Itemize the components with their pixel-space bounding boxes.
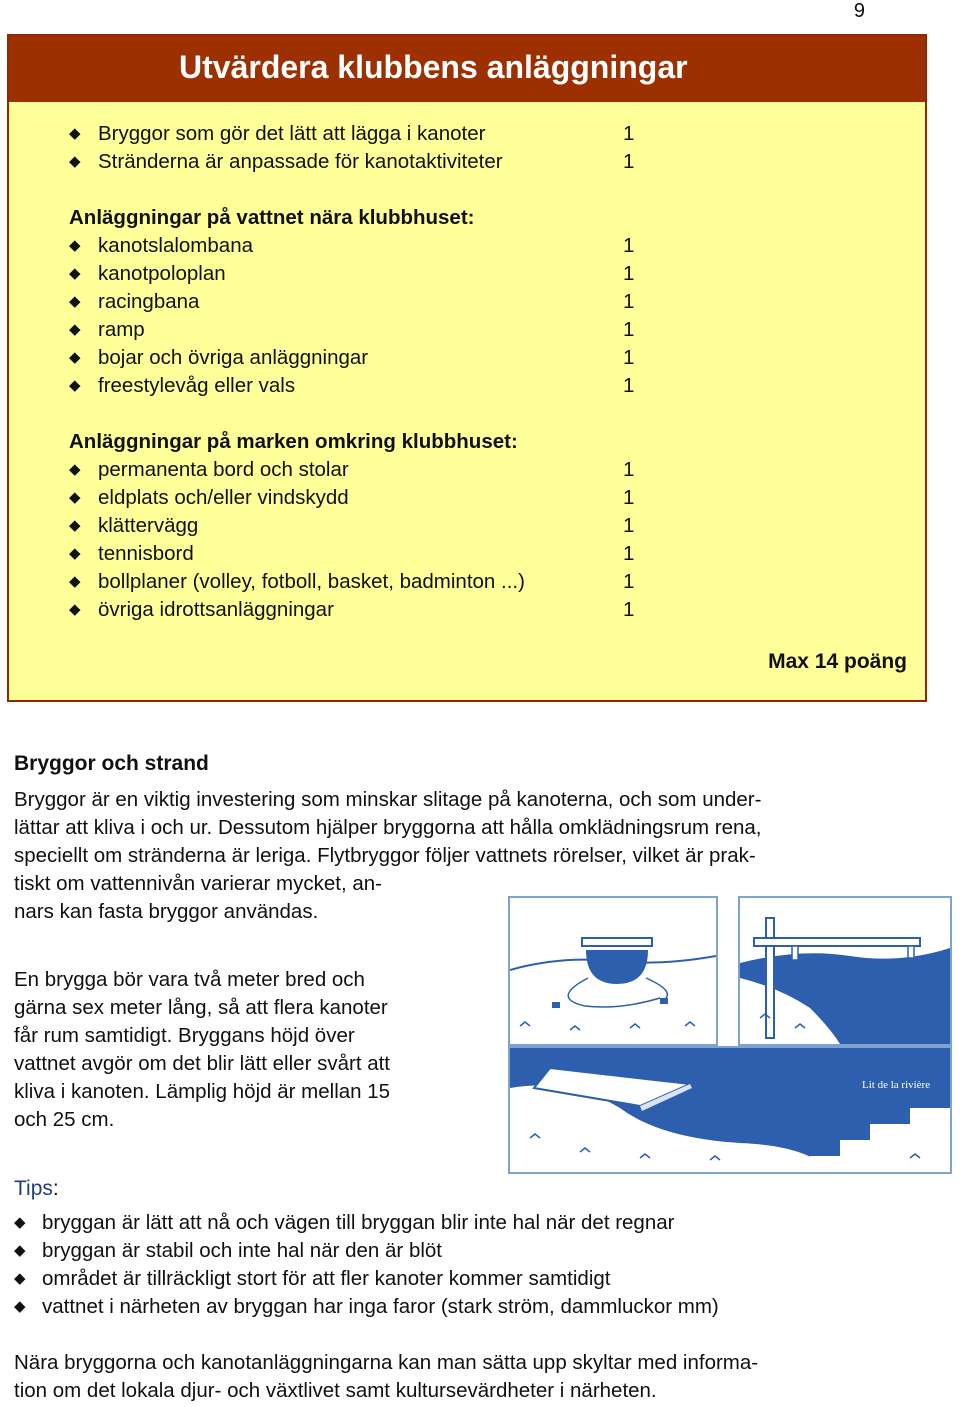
- item-points: 1: [623, 262, 635, 285]
- tip-label: bryggan är stabil och inte hal när den är blöt: [42, 1239, 443, 1262]
- floating-dock-drawing: [510, 898, 716, 1044]
- list-item: [69, 288, 649, 316]
- group-heading-land: Anläggningar på marken omkring klubbhuset:: [69, 430, 518, 453]
- diamond-bullet-icon: ◆: [14, 1270, 26, 1287]
- text-line: nars kan fasta bryggor användas.: [14, 900, 319, 923]
- diamond-bullet-icon: ◆: [69, 377, 81, 394]
- group-heading-water: Anläggningar på vattnet nära klubbhuset:: [69, 206, 475, 229]
- fixed-pier-illustration: [738, 896, 952, 1046]
- diamond-bullet-icon: ◆: [69, 489, 81, 506]
- diamond-bullet-icon: ◆: [69, 349, 81, 366]
- evaluation-box: [7, 34, 927, 702]
- box-header: [9, 36, 925, 102]
- item-points: 1: [623, 374, 635, 397]
- list-item: [69, 596, 649, 624]
- tip-label: området är tillräckligt stort för att fler kanoter kommer samtidigt: [42, 1267, 611, 1290]
- item-label: racingbana: [98, 290, 200, 313]
- list-item: [69, 484, 649, 512]
- list-item: [69, 456, 649, 484]
- item-label: övriga idrottsanläggningar: [98, 598, 334, 621]
- diamond-bullet-icon: ◆: [14, 1214, 26, 1231]
- diamond-bullet-icon: ◆: [69, 601, 81, 618]
- list-item: [69, 512, 649, 540]
- list-item: [69, 372, 649, 400]
- item-points: 1: [623, 598, 635, 621]
- list-item: [69, 260, 649, 288]
- list-item: [69, 540, 649, 568]
- list-item: [69, 568, 649, 596]
- text-line: gärna sex meter lång, så att flera kanoter: [14, 996, 388, 1019]
- text-line: tiskt om vattennivån varierar mycket, an-: [14, 872, 382, 895]
- item-label: Stränderna är anpassade för kanotaktiviteter: [98, 150, 503, 173]
- text-line: kliva i kanoten. Lämplig höjd är mellan 15: [14, 1080, 391, 1103]
- diamond-bullet-icon: ◆: [69, 237, 81, 254]
- paragraph-closing: [14, 1349, 758, 1405]
- ramp-illustration: [508, 1046, 952, 1174]
- box-title: Utvärdera klubbens anläggningar: [179, 49, 688, 85]
- diamond-bullet-icon: ◆: [69, 293, 81, 310]
- item-label: permanenta bord och stolar: [98, 458, 349, 481]
- diamond-bullet-icon: ◆: [69, 265, 81, 282]
- tip-label: bryggan är lätt att nå och vägen till bryggan blir inte hal när det regnar: [42, 1211, 675, 1234]
- item-label: bojar och övriga anläggningar: [98, 346, 369, 369]
- fixed-pier-drawing: [740, 898, 950, 1044]
- item-points: 1: [623, 318, 635, 341]
- text-line: lättar att kliva i och ur. Dessutom hjälper bryggorna att hålla omklädningsrum rena,: [14, 816, 762, 839]
- text-line: får rum samtidigt. Bryggans höjd över: [14, 1024, 355, 1047]
- item-label: ramp: [98, 318, 145, 341]
- item-label: bollplaner (volley, fotboll, basket, badminton ...): [98, 570, 525, 593]
- item-label: eldplats och/eller vindskydd: [98, 486, 349, 509]
- diamond-bullet-icon: ◆: [69, 461, 81, 478]
- tips-label: [14, 1177, 59, 1201]
- text-line: Bryggor är en viktig investering som minskar slitage på kanoterna, och som under-: [14, 788, 762, 811]
- list-item: [69, 120, 649, 148]
- diamond-bullet-icon: ◆: [69, 321, 81, 338]
- item-label: kanotslalombana: [98, 234, 253, 257]
- diamond-bullet-icon: ◆: [14, 1298, 26, 1315]
- text-line: och 25 cm.: [14, 1108, 115, 1131]
- item-points: 1: [623, 150, 635, 173]
- paragraph-dimensions: [14, 966, 390, 1134]
- item-points: 1: [623, 290, 635, 313]
- text-line: speciellt om stränderna är leriga. Flytbryggor följer vattnets rörelser, vilket är prak-: [14, 844, 756, 867]
- diamond-bullet-icon: ◆: [69, 153, 81, 170]
- list-item: [69, 344, 649, 372]
- list-item: [69, 148, 649, 176]
- text-line: vattnet avgör om det blir lätt eller svårt att: [14, 1052, 390, 1075]
- item-label: tennisbord: [98, 542, 194, 565]
- diamond-bullet-icon: ◆: [69, 545, 81, 562]
- text-line: En brygga bör vara två meter bred och: [14, 968, 365, 991]
- item-points: 1: [623, 570, 635, 593]
- text-line: tion om det lokala djur- och växtlivet samt kultursevärdheter i närheten.: [14, 1379, 657, 1402]
- item-points: 1: [623, 458, 635, 481]
- list-item: [69, 232, 649, 260]
- page-number: 9: [853, 0, 865, 22]
- illustration-caption: Lit de la rivière: [862, 1079, 931, 1091]
- max-points: Max 14 poäng: [768, 650, 907, 673]
- item-label: klättervägg: [98, 514, 199, 537]
- item-points: 1: [623, 122, 635, 145]
- text-line: Nära bryggorna och kanotanläggningarna kan man sätta upp skyltar med informa-: [14, 1351, 759, 1374]
- item-points: 1: [623, 346, 635, 369]
- list-item: [69, 316, 649, 344]
- item-points: 1: [623, 514, 635, 537]
- ramp-drawing: [510, 1048, 950, 1172]
- item-points: 1: [623, 542, 635, 565]
- item-points: 1: [623, 486, 635, 509]
- item-label: freestylevåg eller vals: [98, 374, 296, 397]
- item-points: 1: [623, 234, 635, 257]
- tips-colon: :: [52, 1177, 59, 1200]
- tips-label-text: Tips: [14, 1177, 53, 1200]
- section-title: Bryggor och strand: [14, 752, 209, 775]
- diamond-bullet-icon: ◆: [69, 517, 81, 534]
- item-label: Bryggor som gör det lätt att lägga i kanoter: [98, 122, 486, 145]
- diamond-bullet-icon: ◆: [14, 1242, 26, 1259]
- diamond-bullet-icon: ◆: [69, 125, 81, 142]
- diamond-bullet-icon: ◆: [69, 573, 81, 590]
- item-label: kanotpoloplan: [98, 262, 226, 285]
- floating-dock-illustration: [508, 896, 718, 1046]
- tip-label: vattnet i närheten av bryggan har inga faror (stark ström, dammluckor mm): [42, 1295, 719, 1318]
